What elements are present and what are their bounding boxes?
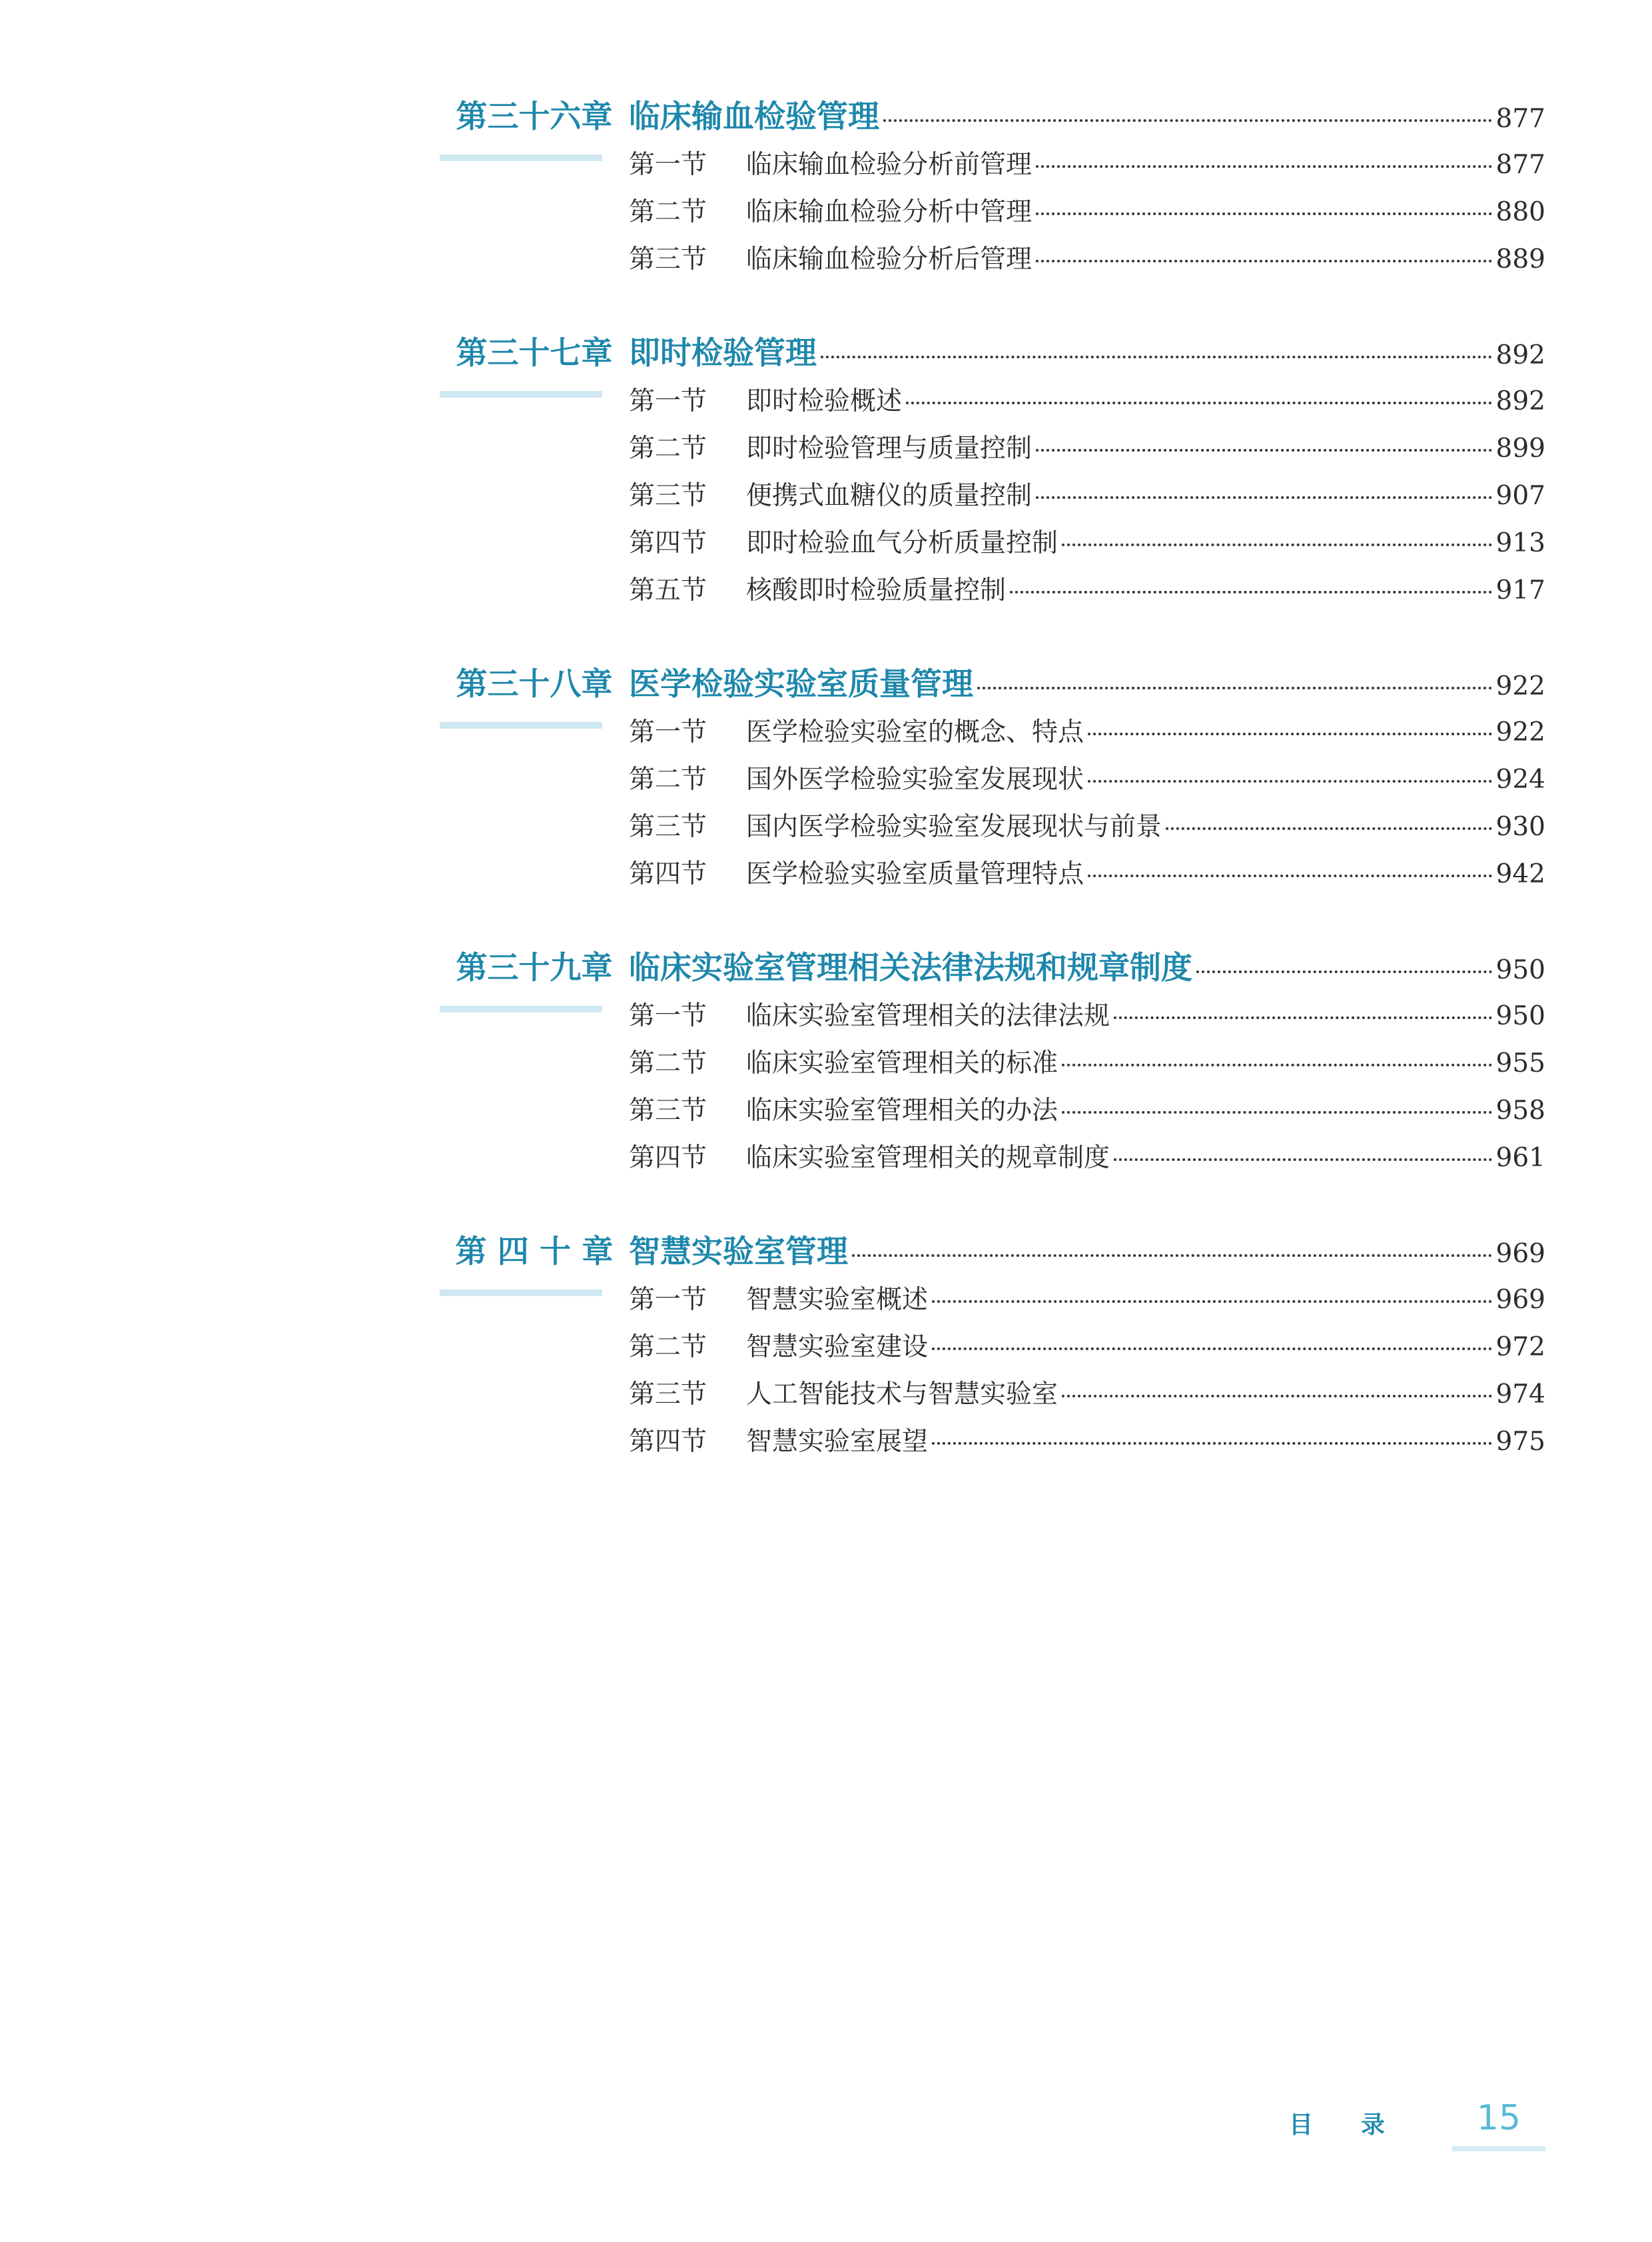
dot-leader [1010, 591, 1492, 593]
dot-leader [1114, 1158, 1492, 1161]
chapter-label: 第三十六章 [456, 99, 613, 135]
section-title: 便携式血糖仪的质量控制 [746, 481, 1032, 511]
section-page-number: 907 [1495, 481, 1545, 511]
section-page-number: 972 [1495, 1332, 1545, 1362]
section-page-number: 899 [1495, 434, 1545, 464]
section-number: 第二节 [629, 1332, 707, 1362]
chapter-underline [440, 391, 602, 398]
section-title: 临床实验室管理相关的标准 [746, 1048, 1058, 1078]
table-of-contents [440, 93, 1545, 1512]
chapter-page-number: 877 [1495, 104, 1545, 134]
dot-leader [1036, 212, 1492, 215]
section-page-number: 880 [1495, 197, 1545, 227]
section-page-number: 930 [1495, 812, 1545, 842]
section-row[interactable] [440, 188, 1545, 236]
section-row[interactable] [440, 1087, 1545, 1134]
section-row[interactable] [440, 425, 1545, 472]
section-title: 临床实验室管理相关的规章制度 [746, 1143, 1110, 1173]
dot-leader [1166, 827, 1492, 830]
section-row[interactable] [440, 851, 1545, 898]
section-number: 第四节 [629, 859, 707, 889]
dot-leader [1088, 875, 1492, 877]
section-row[interactable] [440, 141, 1545, 188]
section-page-number: 889 [1495, 244, 1545, 274]
section-row[interactable] [440, 992, 1545, 1040]
section-page-number: 975 [1495, 1427, 1545, 1457]
chapter-36 [440, 93, 1545, 283]
footer-page-number: 15 [1476, 2098, 1521, 2138]
dot-leader [1036, 165, 1492, 168]
section-row[interactable] [440, 803, 1545, 851]
section-page-number: 913 [1495, 528, 1545, 558]
dot-leader [1088, 733, 1492, 735]
section-page-number: 924 [1495, 765, 1545, 795]
section-row[interactable] [440, 567, 1545, 614]
dot-leader [1088, 780, 1492, 783]
chapter-40 [440, 1228, 1545, 1465]
chapter-page-number: 922 [1495, 671, 1545, 701]
section-number: 第二节 [629, 765, 707, 795]
dot-leader [1062, 1111, 1492, 1114]
chapter-row[interactable] [440, 93, 1545, 141]
section-page-number: 877 [1495, 150, 1545, 180]
page-footer [0, 2098, 1652, 2178]
chapter-underline [440, 722, 602, 729]
section-number: 第四节 [629, 528, 707, 558]
section-number: 第五节 [629, 575, 707, 605]
chapter-title: 临床实验室管理相关法律法规和规章制度 [629, 950, 1192, 986]
section-title: 临床实验室管理相关的法律法规 [746, 1001, 1110, 1031]
footer-underline [1452, 2146, 1545, 2151]
chapter-label: 第三十八章 [456, 666, 613, 703]
section-number: 第二节 [629, 197, 707, 227]
chapter-underline [440, 1290, 602, 1296]
section-title: 临床输血检验分析后管理 [746, 244, 1032, 274]
section-page-number: 974 [1495, 1379, 1545, 1409]
section-title: 医学检验实验室的概念、特点 [746, 717, 1084, 747]
dot-leader [977, 687, 1492, 689]
dot-leader [932, 1442, 1492, 1445]
chapter-page-number: 950 [1495, 955, 1545, 985]
section-page-number: 892 [1495, 386, 1545, 416]
section-page-number: 950 [1495, 1001, 1545, 1031]
section-row[interactable] [440, 236, 1545, 283]
section-title: 临床实验室管理相关的办法 [746, 1096, 1058, 1126]
section-row[interactable] [440, 1276, 1545, 1323]
chapter-38 [440, 661, 1545, 898]
section-title: 人工智能技术与智慧实验室 [746, 1379, 1058, 1409]
dot-leader [852, 1254, 1492, 1257]
section-title: 智慧实验室建设 [746, 1332, 929, 1362]
chapter-title: 智慧实验室管理 [629, 1234, 848, 1270]
section-number: 第四节 [629, 1143, 707, 1173]
chapter-row[interactable] [440, 944, 1545, 992]
section-row[interactable] [440, 520, 1545, 567]
section-page-number: 917 [1495, 575, 1545, 605]
section-number: 第三节 [629, 812, 707, 842]
section-number: 第三节 [629, 1096, 707, 1126]
section-number: 第一节 [629, 717, 707, 747]
section-title: 即时检验概述 [746, 386, 903, 416]
section-number: 第三节 [629, 244, 707, 274]
chapter-title: 临床输血检验管理 [629, 99, 879, 135]
section-row[interactable] [440, 756, 1545, 803]
section-row[interactable] [440, 1134, 1545, 1182]
chapter-label: 第三十九章 [456, 950, 613, 986]
section-title: 临床输血检验分析中管理 [746, 197, 1032, 227]
section-number: 第二节 [629, 1048, 707, 1078]
section-page-number: 969 [1495, 1285, 1545, 1315]
section-title: 国外医学检验实验室发展现状 [746, 765, 1084, 795]
chapter-row[interactable] [440, 661, 1545, 709]
dot-leader [821, 356, 1492, 358]
section-number: 第一节 [629, 1001, 707, 1031]
section-number: 第一节 [629, 1285, 707, 1315]
section-title: 医学检验实验室质量管理特点 [746, 859, 1084, 889]
section-page-number: 942 [1495, 859, 1545, 889]
section-row[interactable] [440, 472, 1545, 520]
section-number: 第二节 [629, 434, 707, 464]
section-title: 临床输血检验分析前管理 [746, 150, 1032, 180]
footer-section-label: 目录 [1289, 2111, 1434, 2139]
section-number: 第一节 [629, 150, 707, 180]
section-page-number: 961 [1495, 1143, 1545, 1173]
dot-leader [1196, 970, 1492, 973]
dot-leader [1062, 1064, 1492, 1066]
chapter-underline [440, 155, 602, 161]
dot-leader [1036, 449, 1492, 452]
chapter-row[interactable] [440, 330, 1545, 378]
section-title: 即时检验管理与质量控制 [746, 434, 1032, 464]
chapter-title: 医学检验实验室质量管理 [629, 666, 973, 703]
section-number: 第三节 [629, 1379, 707, 1409]
dot-leader [1036, 496, 1492, 499]
section-page-number: 958 [1495, 1096, 1545, 1126]
section-title: 智慧实验室概述 [746, 1285, 929, 1315]
section-row[interactable] [440, 1418, 1545, 1465]
chapter-label: 第三十七章 [456, 335, 613, 372]
chapter-page-number: 892 [1495, 340, 1545, 370]
dot-leader [1114, 1016, 1492, 1019]
chapter-page-number: 969 [1495, 1239, 1545, 1269]
chapter-label: 第 四 十 章 [455, 1234, 614, 1270]
dot-leader [932, 1300, 1492, 1303]
section-title: 国内医学检验实验室发展现状与前景 [746, 812, 1162, 842]
chapter-title: 即时检验管理 [629, 335, 817, 372]
dot-leader [932, 1347, 1492, 1350]
section-title: 智慧实验室展望 [746, 1427, 929, 1457]
dot-leader [1062, 544, 1492, 546]
section-page-number: 922 [1495, 717, 1545, 747]
section-row[interactable] [440, 1371, 1545, 1418]
section-title: 核酸即时检验质量控制 [746, 575, 1007, 605]
chapter-underline [440, 1006, 602, 1012]
dot-leader [1036, 260, 1492, 262]
section-page-number: 955 [1495, 1048, 1545, 1078]
chapter-39 [440, 944, 1545, 1182]
dot-leader [883, 119, 1492, 122]
section-row[interactable] [440, 1040, 1545, 1087]
section-number: 第四节 [629, 1427, 707, 1457]
section-row[interactable] [440, 1323, 1545, 1371]
dot-leader [906, 402, 1492, 404]
section-row[interactable] [440, 378, 1545, 425]
chapter-row[interactable] [440, 1228, 1545, 1276]
chapter-37 [440, 330, 1545, 614]
dot-leader [1062, 1395, 1492, 1397]
section-number: 第一节 [629, 386, 707, 416]
section-title: 即时检验血气分析质量控制 [746, 528, 1058, 558]
section-row[interactable] [440, 709, 1545, 756]
section-number: 第三节 [629, 481, 707, 511]
